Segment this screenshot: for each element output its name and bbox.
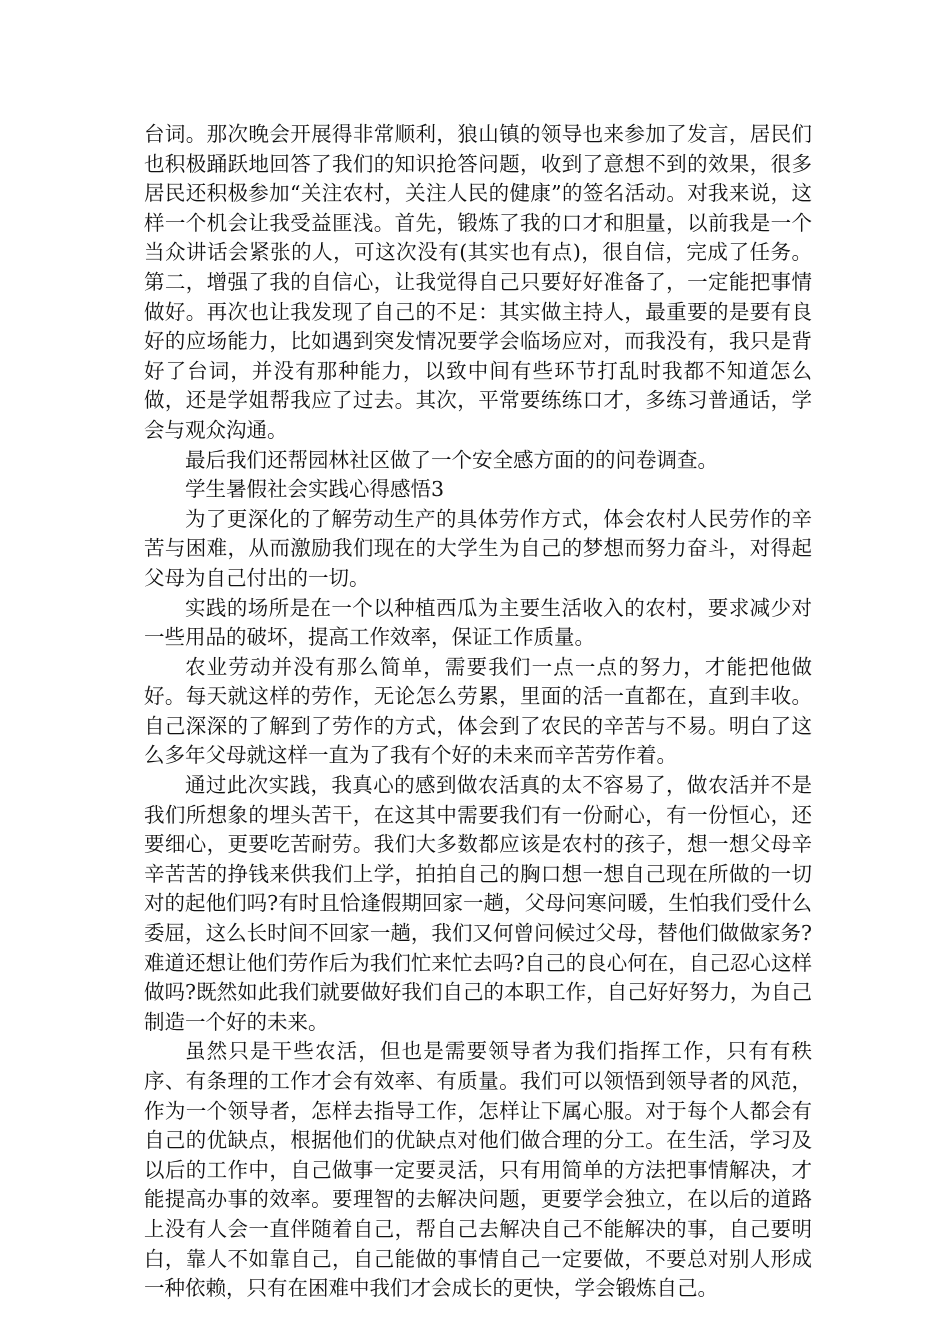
paragraph-7: 虽然只是干些农活，但也是需要领导者为我们指挥工作，只有有秩序、有条理的工作才会有效率、有质量。我们可以领悟到领导者的风范，作为一个领导者，怎样去指导工作，怎样让下属心服。对于每个人都会有自己的优缺点，根据他们的优缺点对他们做合理的分工。在生活，学习及以后的工作中，自己做事一定要灵活，只有用简单的方法把事情解决，才能提高办事的效率。要理智的去解决问题，更要学会独立，在以后的道路上没有人会一直伴随着自己，帮自己去解决自己不能解决的事，自己要明白，靠人不如靠自己，自己能做的事情自己一定要做，不要总对别人形成一种依赖，只有在困难中我们才会成长的更快，学会锻炼自己。: [144, 1039, 812, 1301]
paragraph-6: 通过此次实践，我真心的感到做农活真的太不容易了，做农活并不是我们所想象的埋头苦干，在这其中需要我们有一份耐心，有一份恒心，还要细心，更要吃苦耐劳。我们大多数都应该是农村的孩子，想一想父母辛辛苦苦的挣钱来供我们上学，拍拍自己的胸口想一想自己现在所做的一切对的起他们吗?有时且恰逢假期回家一趟，父母问寒问暖，生怕我们受什么委屈，这么长时间不回家一趟，我们又何曾问候过父母，替他们做做家务?难道还想让他们劳作后为我们忙来忙去吗?自己的良心何在，自己忍心这样做吗?既然如此我们就要做好我们自己的本职工作，自己好好努力，为自己制造一个好的未来。: [144, 773, 812, 1034]
document-page: [144, 120, 812, 1304]
paragraph-4: 实践的场所是在一个以种植西瓜为主要生活收入的农村，要求减少对一些用品的破坏，提高工作效率，保证工作质量。: [144, 595, 812, 650]
paragraph-1: 台词。那次晚会开展得非常顺利，狼山镇的领导也来参加了发言，居民们也积极踊跃地回答了我们的知识抢答问题，收到了意想不到的效果，很多居民还积极参加“关注农村，关注人民的健康”的签名活动。对我来说，这样一个机会让我受益匪浅。首先，锻炼了我的口才和胆量，以前我是一个当众讲话会紧张的人，可这次没有(其实也有点)，很自信，完成了任务。第二，增强了我的自信心，让我觉得自己只要好好准备了，一定能把事情做好。再次也让我发现了自己的不足：其实做主持人，最重要的是要有良好的应场能力，比如遇到突发情况要学会临场应对，而我没有，我只是背好了台词，并没有那种能力，以致中间有些环节打乱时我都不知道怎么做，还是学姐帮我应了过去。其次，平常要练练口才，多练习普通话，学会与观众沟通。: [144, 122, 812, 442]
paragraph-3: 为了更深化的了解劳动生产的具体劳作方式，体会农村人民劳作的辛苦与困难，从而激励我们现在的大学生为自己的梦想而努力奋斗，对得起父母为自己付出的一切。: [144, 506, 812, 590]
paragraph-5: 农业劳动并没有那么简单，需要我们一点一点的努力，才能把他做好。每天就这样的劳作，无论怎么劳累，里面的活一直都在，直到丰收。自己深深的了解到了劳作的方式，体会到了农民的辛苦与不易。明白了这么多年父母就这样一直为了我有个好的未来而辛苦劳作着。: [144, 654, 812, 768]
paragraph-2: 最后我们还帮园林社区做了一个安全感方面的的问卷调查。: [185, 447, 718, 472]
section-heading: 学生暑假社会实践心得感悟3: [185, 477, 445, 502]
